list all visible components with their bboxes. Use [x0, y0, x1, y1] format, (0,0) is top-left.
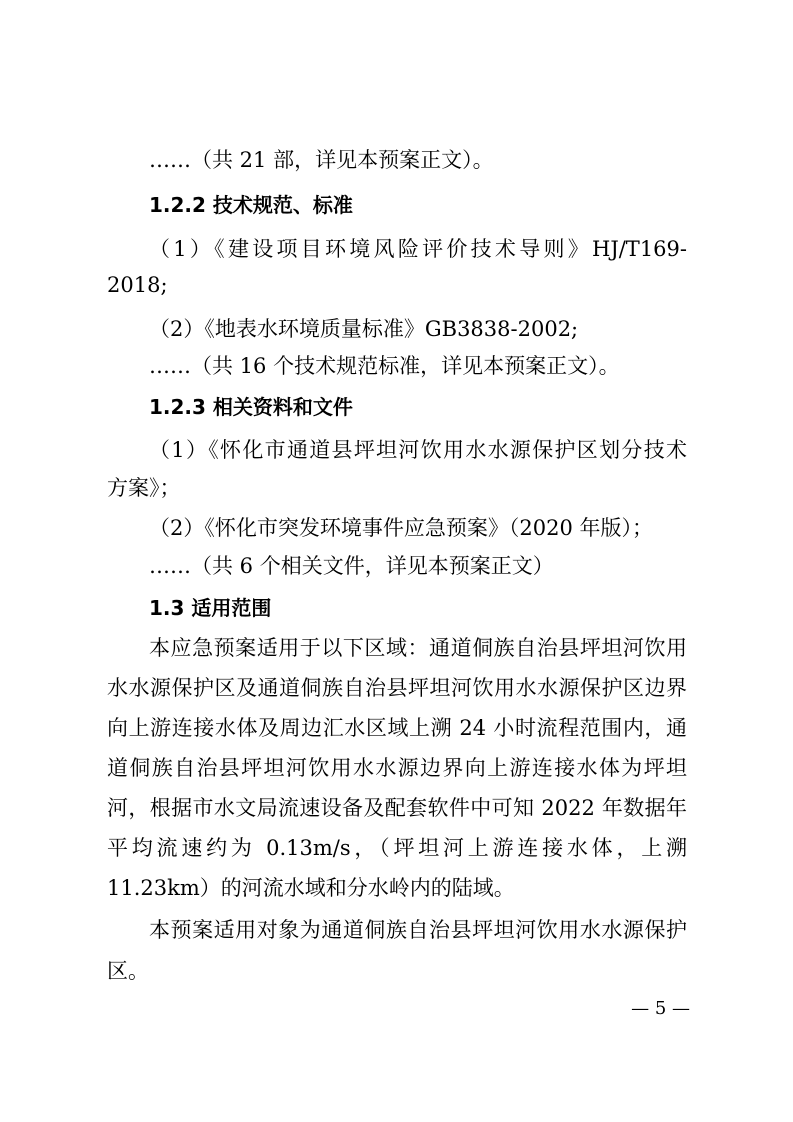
text-line: ……（共 6 个相关文件，详见本预案正文） — [149, 554, 554, 578]
text-line: 本预案适用对象为通道侗族自治县坪坦河饮用水水源保护 — [149, 918, 687, 942]
section-heading-1-3: 1.3 适用范围 — [149, 596, 272, 620]
text-line: （1）《建设项目环境风险评价技术导则》HJ/T169- — [149, 237, 687, 261]
text-line: （1）《怀化市通道县坪坦河饮用水水源保护区划分技术 — [149, 438, 687, 462]
text-line: 向上游连接水体及周边汇水区域上溯 24 小时流程范围内，通 — [107, 716, 687, 740]
text-line: 河，根据市水文局流速设备及配套软件中可知 2022 年数据年 — [107, 796, 687, 820]
text-line: 本应急预案适用于以下区域：通道侗族自治县坪坦河饮用 — [149, 636, 687, 660]
text-line: 水水源保护区及通道侗族自治县坪坦河饮用水水源保护区边界 — [107, 676, 687, 700]
section-heading-1-2-3: 1.2.3 相关资料和文件 — [149, 395, 353, 419]
text-line: 2018; — [107, 273, 168, 297]
text-line: 11.23km）的河流水域和分水岭内的陆域。 — [107, 876, 515, 900]
text-line: ……（共 21 部，详见本预案正文）。 — [149, 148, 494, 172]
text-line: （2）《地表水环境质量标准》GB3838-2002; — [149, 317, 579, 341]
text-line: 平均流速约为 0.13m/s，（坪坦河上游连接水体，上溯 — [107, 836, 687, 860]
page-number: — 5 — — [631, 998, 690, 1019]
text-line: 道侗族自治县坪坦河饮用水水源边界向上游连接水体为坪坦 — [107, 756, 687, 780]
text-line: 方案》； — [107, 476, 181, 500]
text-line: （2）《怀化市突发环境事件应急预案》（2020 年版）； — [149, 516, 653, 540]
section-heading-1-2-2: 1.2.2 技术规范、标准 — [149, 193, 353, 217]
text-line: ……（共 16 个技术规范标准，详见本预案正文）。 — [149, 354, 620, 378]
text-line: 区。 — [107, 959, 149, 983]
